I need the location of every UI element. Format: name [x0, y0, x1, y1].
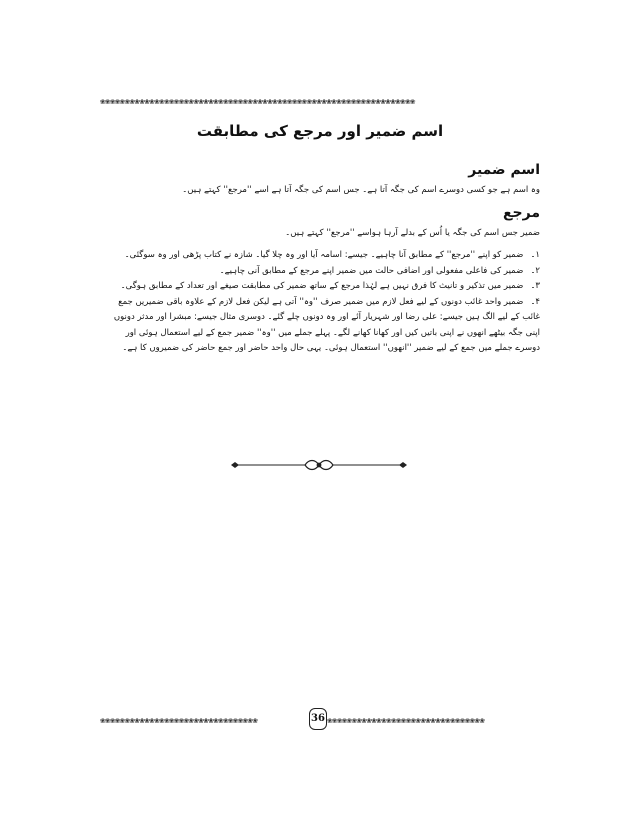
rule-item-1 — [100, 248, 540, 264]
rule-text: ضمیر میں تذکیر و تانیث کا فرق نہیں ہے لہٰذا مرجع کے ساتھ ضمیر کی مطابقت صیغے اور تعداد کے مطابق ہوگی۔ — [120, 281, 524, 291]
rule-number: ۲۔ — [530, 265, 540, 276]
rule-number: ۴۔ — [530, 296, 540, 307]
definition-marja: ضمیر جس اسم کی جگہ یا اُس کے بدلے آرہا ہواسے ''مرجع'' کہتے ہیں۔ — [285, 228, 540, 238]
top-decorative-border: ❀❀❀❀❀❀❀❀❀❀❀❀❀❀❀❀❀❀❀❀❀❀❀❀❀❀❀❀❀❀❀❀❀❀❀❀❀❀❀❀❀❀❀❀❀❀❀❀❀❀❀❀❀❀❀❀❀❀❀❀❀❀❀❀ — [100, 97, 415, 107]
rule-text: ضمیر کی فاعلی مفعولی اور اضافی حالت میں ضمیر اپنے مرجع کے مطابق آنی چاہیے۔ — [219, 265, 524, 276]
rule-text: ضمیر واحد غائب دونوں کے لیے فعل لازم میں ضمیر صرف ''وہ'' آتی ہے لیکن فعل لازم کے علاوہ باقی ضمیریں جمع غائب کے لیے الگ ہیں جیسے: علی رضا اور شہریار آئے اور وہ دونوں چلے گئے۔ دوسری مثال جیسے: مبشرا اور مدثر دونوں اپنی جگہ بیٹھے انھوں نے اپنی باتیں کیں اور کھانا کھانے لگے۔ پہلے جملے میں ''وہ'' ضمیر جمع کے لیے استعمال ہوئی اور دوسرے جملے میں جمع کے لیے ضمیر ''انھوں'' استعمال ہوئی۔ یہی حال واحد حاضر اور جمع حاضر کی ضمیروں کا ہے۔ — [113, 296, 540, 353]
bottom-decorative-border-right: ❀❀❀❀❀❀❀❀❀❀❀❀❀❀❀❀❀❀❀❀❀❀❀❀❀❀❀❀❀❀❀❀ — [327, 716, 485, 726]
page-title: اسم ضمیر اور مرجع کی مطابقت — [196, 122, 444, 140]
rule-number: ۳۔ — [530, 281, 540, 291]
bottom-decorative-border-left: ❀❀❀❀❀❀❀❀❀❀❀❀❀❀❀❀❀❀❀❀❀❀❀❀❀❀❀❀❀❀❀❀ — [100, 716, 258, 726]
page-content — [100, 118, 540, 357]
rule-item-4 — [100, 295, 540, 357]
heading-ism-zameer: اسم ضمیر — [468, 162, 540, 178]
page-number: 36 — [309, 708, 327, 730]
rule-item-2 — [100, 264, 540, 280]
heading-marja: مرجع — [502, 205, 540, 221]
rule-text: ضمیر کو اپنے ''مرجع'' کے مطابق آنا چاہیے۔ جیسے: اسامہ آیا اور وہ چلا گیا۔ شازہ نے کتاب پڑھی اور وہ سوگئی۔ — [124, 250, 524, 260]
section-divider-ornament-icon — [229, 457, 409, 473]
rule-item-3 — [100, 279, 540, 295]
rule-number: ۱۔ — [530, 250, 540, 260]
definition-ism-zameer: وہ اسم ہے جو کسی دوسرے اسم کی جگہ آتا ہے۔ جس اسم کی جگہ آتا ہے اسے ''مرجع'' کہتے ہیں۔ — [182, 185, 540, 195]
